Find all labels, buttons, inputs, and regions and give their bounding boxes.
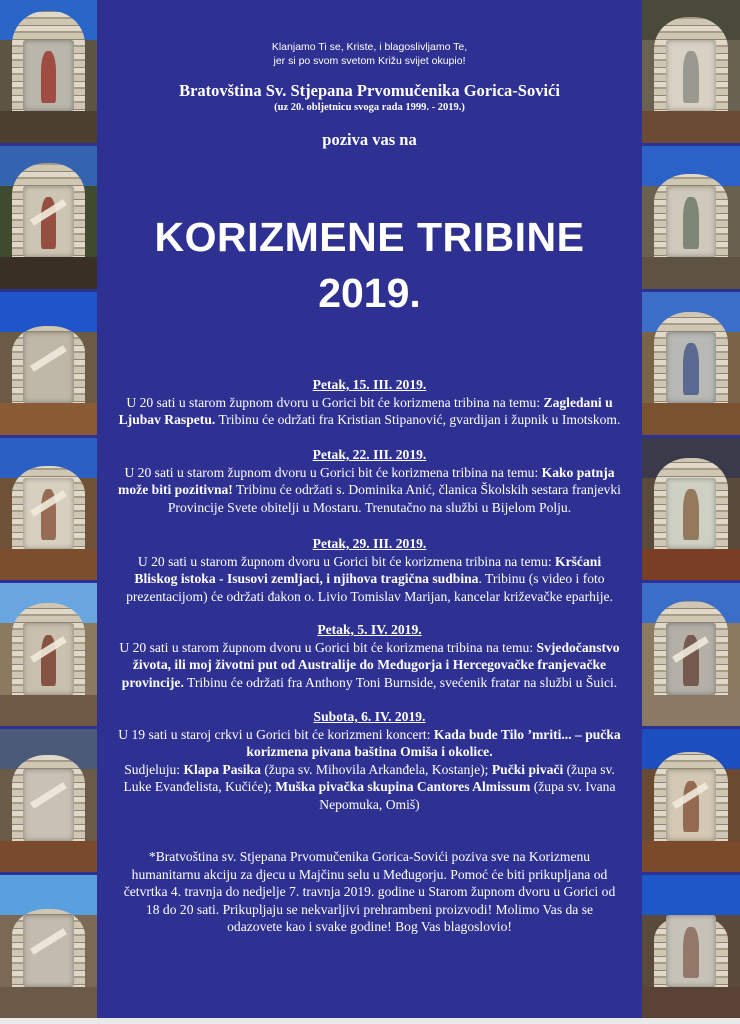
right-photo-column bbox=[642, 0, 740, 1018]
performer-place: (župa sv. Ivana Nepomuka, Omiš) bbox=[319, 779, 616, 812]
ground bbox=[0, 111, 97, 142]
shrine-photo bbox=[0, 292, 97, 435]
performer-place: (župa sv. Mihovila Arkanđela, Kostanje); bbox=[260, 761, 492, 777]
mosaic-figure bbox=[683, 197, 699, 248]
motto bbox=[97, 40, 642, 68]
event-intro: U 20 sati u starom župnom dvoru u Gorici bit će korizmena tribina na temu: bbox=[137, 553, 556, 569]
shrine-photo bbox=[642, 0, 740, 143]
ground bbox=[642, 403, 740, 434]
event-topic: Kada bude Tilo ’mriti... – pučka korizmena pivana baština Omiša i okolice. bbox=[246, 726, 621, 759]
performer-name: Klapa Pasika bbox=[183, 761, 261, 777]
shrine-photo bbox=[0, 875, 97, 1018]
shrine-photo bbox=[0, 583, 97, 726]
shrine-photo bbox=[642, 875, 740, 1018]
performer-name: Muška pivačka skupina Cantores Almissum bbox=[275, 779, 531, 794]
motto-line-1: Klanjamo Ti se, Kriste, i blagoslivljamo Te, bbox=[271, 41, 468, 53]
ground bbox=[0, 987, 97, 1018]
event-date: Petak, 15. III. 2019. bbox=[312, 377, 427, 392]
poster-year: 2019. bbox=[318, 270, 421, 316]
charity-note: *Bratvoština sv. Stjepana Prvomučenika Gorica-Sovići poziva sve na Korizmenu humanitarnu akciju za djecu u Majčinu selu u Međugorju. Pomoć će biti prikupljana od četvrtka 4. travnja do nedjelje 7. travnja 2019. godine u Starom župnom dvoru u Gorici od 18 do 20 sati. Prikupljaju se nekvarljivi prehrambeni proizvodi! Molimo Vas da se odazovete kao i svake godine! Bog Vas blagoslovio! bbox=[123, 849, 616, 934]
shrine-photo bbox=[0, 146, 97, 289]
shrine-photo bbox=[0, 438, 97, 581]
event-topic: Zagledani u Ljubav Raspetu. bbox=[118, 394, 613, 427]
shrine-photo bbox=[642, 729, 740, 872]
event-2 bbox=[117, 446, 622, 516]
organization-anniversary: (uz 20. obljetnicu svoga rada 1999. - 2019.) bbox=[274, 102, 465, 113]
shrine-photo bbox=[642, 438, 740, 581]
mosaic-figure bbox=[683, 489, 699, 540]
left-photo-column bbox=[0, 0, 97, 1018]
organization-name: Bratovština Sv. Stjepana Prvomučenika Gorica-Sovići bbox=[179, 81, 560, 100]
mosaic-figure bbox=[41, 51, 57, 102]
motto-line-2: jer si po svom svetom Križu svijet okupio! bbox=[273, 55, 466, 67]
event-date: Petak, 5. IV. 2019. bbox=[317, 622, 422, 637]
event-1 bbox=[117, 376, 622, 429]
ground bbox=[642, 841, 740, 872]
ground bbox=[0, 841, 97, 872]
event-3 bbox=[117, 535, 622, 605]
ground bbox=[0, 549, 97, 580]
ground bbox=[642, 987, 740, 1018]
event-topic: Kako patnja može biti pozitivna! bbox=[118, 464, 615, 497]
poster-title: KORIZMENE TRIBINE bbox=[154, 214, 585, 260]
performer-name: Pučki pivači bbox=[491, 761, 564, 777]
performers-label: Sudjeluju: bbox=[124, 761, 184, 777]
event-date: Petak, 22. III. 2019. bbox=[312, 447, 427, 462]
event-date: Petak, 29. III. 2019. bbox=[312, 536, 427, 551]
event-intro: U 19 sati u staroj crkvi u Gorici bit će korizmeni koncert: bbox=[118, 726, 434, 742]
ground bbox=[642, 111, 740, 142]
ground bbox=[0, 695, 97, 726]
shrine-photo bbox=[0, 729, 97, 872]
event-topic: Kršćani Bliskog istoka - Isusovi zemljaci, i njihova tragična sudbina bbox=[134, 553, 602, 586]
mosaic-figure bbox=[683, 51, 699, 102]
shrine-photo bbox=[642, 146, 740, 289]
bottom-margin bbox=[0, 1018, 740, 1024]
mosaic-figure bbox=[683, 927, 699, 978]
mosaic-figure bbox=[683, 343, 699, 394]
ground bbox=[642, 695, 740, 726]
poster-content bbox=[97, 0, 642, 1018]
event-intro: U 20 sati u starom župnom dvoru u Gorici bit će korizmena tribina na temu: bbox=[126, 394, 544, 410]
ground bbox=[0, 257, 97, 288]
shrine-photo bbox=[642, 292, 740, 435]
event-details: Tribinu će održati fra Anthony Toni Burnside, svećenik fratar na službi u Šuici. bbox=[183, 674, 618, 690]
ground bbox=[642, 549, 740, 580]
shrine-photo bbox=[0, 0, 97, 143]
performer-place: (župa sv. Luke Evanđelista, Kučiće); bbox=[123, 761, 615, 794]
invite-text: poziva vas na bbox=[322, 130, 417, 149]
ground bbox=[642, 257, 740, 288]
event-topic: Svjedočanstvo života, ili moj životni put od Australije do Međugorja i Hercegovačke franjevačke provincije. bbox=[121, 639, 620, 690]
event-intro: U 20 sati u starom župnom dvoru u Gorici bit će korizmena tribina na temu: bbox=[119, 639, 537, 655]
event-5 bbox=[117, 708, 622, 813]
event-intro: U 20 sati u starom župnom dvoru u Gorici bit će korizmena tribina na temu: bbox=[124, 464, 542, 480]
event-4 bbox=[117, 621, 622, 691]
event-details: Tribinu će održati s. Dominika Anić, članica Školskih sestara franjevki Provincije Svete obitelji u Mostaru. Trenutačno na službi u Bijelom Polju. bbox=[167, 482, 621, 515]
event-date: Subota, 6. IV. 2019. bbox=[313, 709, 426, 724]
shrine-photo bbox=[642, 583, 740, 726]
event-details: . Tribinu (s video i foto prezentacijom) će održati đakon o. Livio Tomislav Marijan, kancelar križevačke eparhije. bbox=[126, 571, 613, 604]
ground bbox=[0, 403, 97, 434]
event-details: Tribinu će održati fra Kristian Stipanović, gvardijan i župnik u Imotskom. bbox=[215, 412, 621, 427]
